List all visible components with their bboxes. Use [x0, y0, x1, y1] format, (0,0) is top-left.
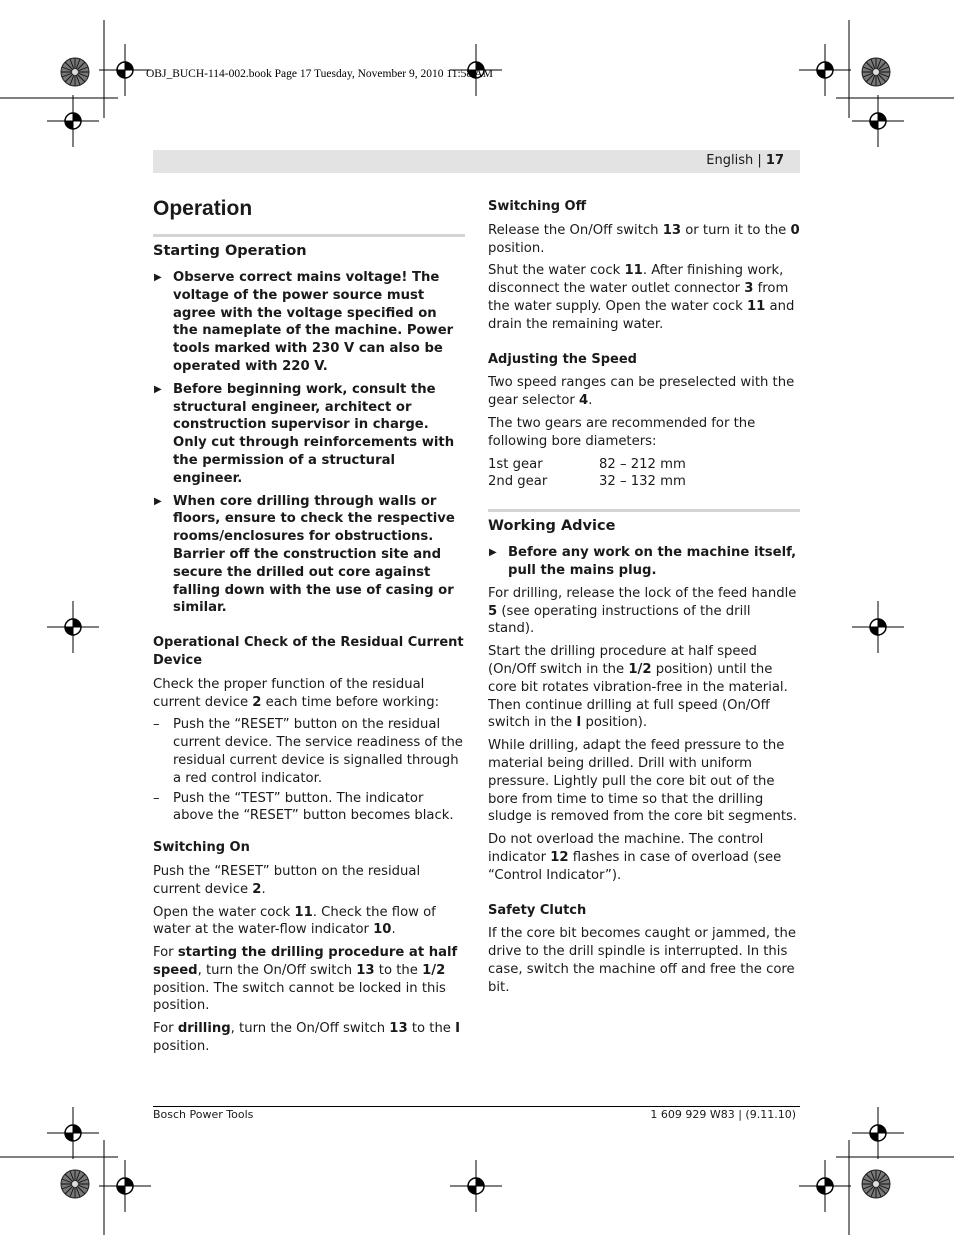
rcd-intro: Check the proper function of the residual current device 2 each time before working: — [153, 676, 440, 710]
crosshair-target-icon — [99, 44, 151, 96]
paragraph: If the core bit becomes caught or jammed, the drive to the drill spindle is interrupted. In this case, switch the machine off and free the core bit. — [488, 926, 796, 995]
paragraph: The two gears are recommended for the following bore diameters: — [488, 415, 756, 449]
starburst-icon — [61, 58, 89, 86]
left-column — [153, 196, 465, 1061]
page-header — [153, 150, 800, 173]
crosshair-target-icon — [852, 95, 904, 147]
paragraph: Open the water cock 11. Check the flow of water at the water-flow indicator 10. — [153, 904, 436, 938]
paragraph: For drilling, turn the On/Off switch 13 to the I position. — [153, 1021, 461, 1055]
crosshair-target-icon — [799, 1160, 851, 1212]
safety-clutch-heading: Safety Clutch — [488, 902, 587, 918]
crosshair-target-icon — [99, 1160, 151, 1212]
starburst-icon — [862, 1170, 890, 1198]
gear-row: 2nd gear 32 – 132 mm — [488, 474, 686, 490]
paragraph: Shut the water cock 11. After finishing work, disconnect the water outlet connector 3 from the water supply. Open the water cock 11 and drain the remaining water. — [488, 263, 795, 332]
paragraph: Two speed ranges can be preselected with the gear selector 4. — [488, 375, 795, 409]
gear-row: 1st gear 82 – 212 mm — [488, 456, 686, 472]
bullet-triangle-icon: ▶ — [154, 495, 162, 507]
paragraph: For starting the drilling procedure at half speed, turn the On/Off switch 13 to the 1/2 position. The switch cannot be locked in this position. — [153, 945, 458, 1014]
switching-off-heading: Switching Off — [488, 199, 587, 214]
dash-item: – Push the “TEST” button. The indicator above the “RESET” button becomes black. — [153, 790, 454, 824]
starburst-icon — [61, 1170, 89, 1198]
page-number: 17 — [765, 153, 784, 168]
paragraph: Release the On/Off switch 13 or turn it to the 0 position. — [488, 222, 800, 256]
safety-bullet: ▶ When core drilling through walls or floors, ensure to check the respective rooms/enclosures for obstructions. Barrier off the construction site and secure the drilled out core against falling down with the use of casing or similar. — [154, 493, 455, 616]
working-advice-heading: Working Advice — [488, 509, 800, 536]
section-title: Operation — [153, 197, 253, 220]
header-separator: | — [753, 153, 766, 168]
book-info-line: OBJ_BUCH-114-002.book Page 17 Tuesday, November 9, 2010 11:58 AM — [146, 68, 493, 80]
switching-on-heading: Switching On — [153, 840, 250, 856]
crosshair-target-icon — [799, 44, 851, 96]
bullet-triangle-icon: ▶ — [154, 383, 162, 395]
page-header-text — [706, 153, 784, 168]
paragraph: Start the drilling procedure at half speed (On/Off switch in the 1/2 position) until the core bit rotates vibration-free in the material. Then continue drilling at full speed (On/Off switch in the I position). — [488, 644, 788, 731]
starburst-icon — [862, 58, 890, 86]
paragraph: Push the “RESET” button on the residual current device 2. — [153, 863, 421, 897]
safety-bullet: ▶ Before beginning work, consult the structural engineer, architect or construction supervisor in charge. Only cut through reinforcements with the permission of a structural engineer. — [154, 381, 455, 486]
footer-brand: Bosch Power Tools — [153, 1108, 254, 1121]
header-language: English — [706, 153, 754, 168]
crosshair-target-icon — [852, 601, 904, 653]
footer-rule — [153, 1106, 800, 1107]
crosshair-target-icon — [450, 1160, 502, 1212]
paragraph: While drilling, adapt the feed pressure to the material being drilled. Drill with uniform pressure. Lightly pull the core bit out of the bore from time to time so that the drilling sludge is removed from the core bit segments. — [488, 738, 798, 825]
starting-operation-heading: Starting Operation — [153, 234, 465, 261]
crosshair-target-icon — [47, 95, 99, 147]
safety-bullet: ▶ Observe correct mains voltage! The voltage of the power source must agree with the voltage specified on the nameplate of the machine. Power tools marked with 230 V can also be operated with 220 V. — [154, 270, 454, 374]
safety-bullet: ▶ Before any work on the machine itself, pull the mains plug. — [489, 545, 797, 578]
bullet-triangle-icon: ▶ — [154, 272, 162, 283]
paragraph: For drilling, release the lock of the feed handle 5 (see operating instructions of the drill stand). — [488, 585, 797, 637]
adjusting-speed-heading: Adjusting the Speed — [488, 351, 637, 367]
footer-doc-number: 1 609 929 W83 | (9.11.10) — [650, 1108, 796, 1121]
crosshair-target-icon — [47, 1107, 99, 1159]
paragraph: Do not overload the machine. The control indicator 12 flashes in case of overload (see “Control Indicator”). — [488, 832, 782, 883]
crosshair-target-icon — [47, 601, 99, 653]
right-column — [488, 198, 800, 1001]
bullet-triangle-icon: ▶ — [489, 547, 497, 559]
rcd-check-heading: Operational Check of the Residual Current Device — [153, 635, 464, 668]
dash-item: – Push the “RESET” button on the residual current device. The service readiness of the residual current device is signalled through a red control indicator. — [153, 717, 463, 786]
crosshair-target-icon — [852, 1107, 904, 1159]
